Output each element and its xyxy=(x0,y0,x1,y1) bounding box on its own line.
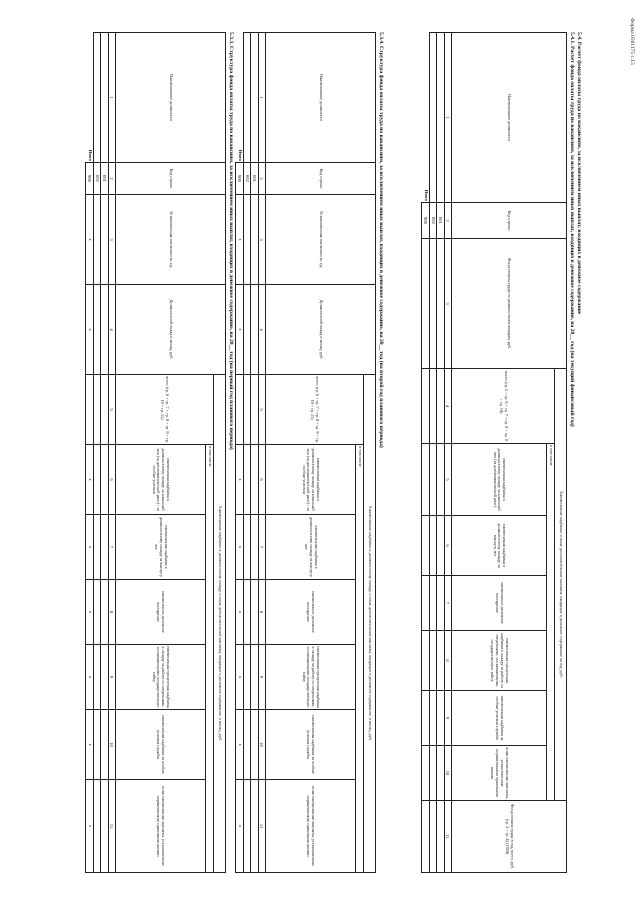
cell[interactable] xyxy=(430,369,437,444)
col-total-header: всего (гр. 6 + гр. 7 + гр. 8 + гр. 9 + гр. 10 + гр. 11) xyxy=(266,375,364,445)
colnum-row xyxy=(258,33,265,873)
cell[interactable] xyxy=(437,691,444,746)
row-code: 002 xyxy=(430,203,437,239)
cell[interactable] xyxy=(430,631,437,691)
cell[interactable] xyxy=(94,285,101,375)
colnum-row xyxy=(108,33,115,873)
col-position-header: Наименование должности xyxy=(452,33,567,203)
section-54 xyxy=(423,32,582,870)
colnum: 4 xyxy=(108,285,115,375)
total-row xyxy=(236,33,244,873)
colnum: 3 xyxy=(258,195,265,285)
cell[interactable] xyxy=(437,239,444,369)
cell[interactable] xyxy=(244,33,251,163)
colnum: 10 xyxy=(258,710,265,780)
col-10-header: иные ежемесячные выплаты, установленные нормативными правовыми актами xyxy=(452,746,547,801)
col-10-header: ежемесячная надбавка за особые условия службы xyxy=(116,710,206,780)
col-11-header: иные ежемесячные выплаты, установленные нормативными правовыми актами xyxy=(266,780,356,873)
cell[interactable] xyxy=(430,746,437,801)
col-9-header: ежемесячная надбавка за особые условия службы xyxy=(452,691,547,746)
cell[interactable] xyxy=(422,444,430,516)
colnum: 5 xyxy=(258,375,265,445)
col-headcount-header: Установленная численность, ед. xyxy=(266,195,376,285)
table-row xyxy=(437,33,444,873)
allowances-group-header: Ежемесячные надбавки к должностному окладу и иные дополнительные выплаты, входящие в денежное содержание, в месяц, руб. xyxy=(214,375,226,873)
colnum: 8 xyxy=(108,580,115,645)
cell[interactable] xyxy=(251,580,258,645)
cell[interactable] xyxy=(422,576,430,631)
section-533 xyxy=(87,32,234,866)
x-mark: x xyxy=(86,285,94,375)
section-534 xyxy=(237,32,384,866)
cell[interactable] xyxy=(422,801,430,873)
col-7-header: ежемесячная надбавка к должностному окладу за выслугу лет xyxy=(116,515,206,580)
colnum: 6 xyxy=(444,516,451,576)
cell[interactable] xyxy=(94,780,101,873)
cell[interactable] xyxy=(422,516,430,576)
cell[interactable] xyxy=(94,33,101,163)
col-9-header: ежемесячная процентная надбавка к окладу за работу со сведениями, составляющими государственную тайну xyxy=(266,645,356,710)
cell[interactable] xyxy=(94,445,101,515)
cell[interactable] xyxy=(244,645,251,710)
col-position-header: Наименование должности xyxy=(116,33,226,163)
cell[interactable] xyxy=(101,33,108,163)
x-mark: x xyxy=(236,645,244,710)
col-11-header: иные ежемесячные выплаты, установленные нормативными правовыми актами xyxy=(116,780,206,873)
colnum: 9 xyxy=(444,691,451,746)
cell[interactable] xyxy=(101,645,108,710)
colnum: 1 xyxy=(258,33,265,163)
cell[interactable] xyxy=(251,33,258,163)
colnum: 8 xyxy=(444,631,451,691)
col-11-header: Фонд оплаты труда в год, всего, руб. (гр. 3 + гр. 4) (1950) xyxy=(452,801,567,873)
in-that-number-header: в том числе xyxy=(547,444,555,801)
x-mark: x xyxy=(86,780,94,873)
col-7-header: ежемесячное денежное поощрение xyxy=(452,576,547,631)
cell[interactable] xyxy=(251,285,258,375)
row-code: 002 xyxy=(244,163,251,195)
col-salary-header: Должностной оклад в месяц, руб. xyxy=(116,285,226,375)
colnum: 6 xyxy=(258,445,265,515)
x-mark: x xyxy=(86,445,94,515)
col-9-header: ежемесячная процентная надбавка к окладу за работу со сведениями, составляющими государственную тайну xyxy=(116,645,206,710)
cell[interactable] xyxy=(244,285,251,375)
col-headcount-header: Установленная численность, ед. xyxy=(116,195,226,285)
col-position-header: Наименование должности xyxy=(266,33,376,163)
cell[interactable] xyxy=(101,445,108,515)
cell[interactable] xyxy=(430,801,437,873)
cell[interactable] xyxy=(94,580,101,645)
cell[interactable] xyxy=(430,691,437,746)
colnum: 6 xyxy=(108,445,115,515)
table-row xyxy=(94,33,101,873)
total-row xyxy=(422,33,430,873)
colnum: 3 xyxy=(108,195,115,285)
cell[interactable] xyxy=(101,580,108,645)
cell[interactable] xyxy=(244,580,251,645)
cell[interactable] xyxy=(94,375,101,445)
col-6-header: ежемесячная надбавка к должностному окладу за классный чин (за дипломатический ранг) / за особые условия xyxy=(116,445,206,515)
colnum: 8 xyxy=(258,580,265,645)
colnum: 3 xyxy=(444,239,451,369)
col-5-header: ежемесячная надбавка к должностному окладу за классный чин (за дипломатический ранг) xyxy=(452,444,547,516)
table-541 xyxy=(421,32,567,873)
col-code-header: Код строки xyxy=(452,203,567,239)
x-mark: x xyxy=(86,195,94,285)
cell[interactable] xyxy=(437,33,444,203)
cell[interactable] xyxy=(244,710,251,780)
total-label: Итого xyxy=(87,149,93,161)
x-mark: x xyxy=(236,780,244,873)
col-6-header: ежемесячная надбавка к должностному окладу за классный чин (за дипломатический ранг) / за особые условия xyxy=(266,445,356,515)
row-code: 002 xyxy=(94,163,101,195)
section-534-caption: 5.3.4. Структура фонда оплаты труда по вакансиям, за исключением иных выплат, входящих в денежное содержание, на 20__ год (на второй год планового периода) xyxy=(378,32,384,448)
colnum: 10 xyxy=(444,746,451,801)
col-salary-header: Должностной оклад в месяц, руб. xyxy=(266,285,376,375)
in-that-number-header: в том числе xyxy=(206,445,214,873)
cell[interactable] xyxy=(101,285,108,375)
cell[interactable] xyxy=(251,515,258,580)
cell[interactable] xyxy=(437,369,444,444)
cell[interactable] xyxy=(101,780,108,873)
colnum: 7 xyxy=(108,515,115,580)
colnum: 5 xyxy=(444,444,451,516)
cell[interactable] xyxy=(437,746,444,801)
form-code: Форма 0501175 с.15 xyxy=(629,18,635,65)
col-total-header: всего (гр. 5 + гр. 6 + гр. 7 + гр. 8 + гр. 9 + гр. 10) xyxy=(452,369,555,444)
total-label: Итого xyxy=(237,149,243,161)
cell[interactable] xyxy=(94,515,101,580)
col-7-header: ежемесячная надбавка к должностному окладу за выслугу лет xyxy=(266,515,356,580)
table-row xyxy=(251,33,258,873)
cell[interactable] xyxy=(430,576,437,631)
cell[interactable] xyxy=(437,516,444,576)
x-mark: x xyxy=(236,285,244,375)
section-54-caption: 5.4. Расчет фонда оплаты труда по вакансиям, за исключением иных выплат, входящих в денежное содержание xyxy=(576,32,582,315)
table-row xyxy=(244,33,251,873)
cell[interactable] xyxy=(422,691,430,746)
cell[interactable] xyxy=(437,444,444,516)
cell[interactable] xyxy=(244,445,251,515)
in-that-number-header: в том числе xyxy=(356,445,364,873)
section-533-caption: 5.3.3. Структура фонда оплаты труда по вакансиям, за исключением иных выплат, входящих в денежное содержание, на 20__ год (на первый год планового периода) xyxy=(228,32,234,450)
col-salary-fund-header: Фонд оплаты труда по должностным окладам, руб. xyxy=(452,239,567,369)
cell[interactable] xyxy=(101,710,108,780)
cell[interactable] xyxy=(244,195,251,285)
cell[interactable] xyxy=(430,239,437,369)
cell[interactable] xyxy=(86,375,94,445)
colnum: 1 xyxy=(444,33,451,203)
cell[interactable] xyxy=(437,631,444,691)
col-8-header: ежемесячное денежное поощрение xyxy=(116,580,206,645)
x-mark: x xyxy=(86,515,94,580)
cell[interactable] xyxy=(251,710,258,780)
col-10-header: ежемесячная надбавка за особые условия службы xyxy=(266,710,356,780)
colnum: 2 xyxy=(258,163,265,195)
table-534 xyxy=(235,32,376,873)
colnum: 11 xyxy=(108,780,115,873)
allowances-group-header: Ежемесячные надбавки и иные дополнительные выплаты, входящие в денежное содержание за год, руб. xyxy=(555,369,567,801)
cell[interactable] xyxy=(94,710,101,780)
cell[interactable] xyxy=(430,516,437,576)
section-541-caption: 5.4.1. Расчет фонда оплаты труда по вакансиям, за исключением иных выплат, входящих в денежное содержание, на 20__ год (на текущий финансовый год) xyxy=(569,32,575,427)
table-533 xyxy=(85,32,226,873)
x-mark: x xyxy=(236,195,244,285)
x-mark: x xyxy=(86,710,94,780)
table-row xyxy=(430,33,437,873)
cell[interactable] xyxy=(244,375,251,445)
colnum: 2 xyxy=(444,203,451,239)
x-mark: x xyxy=(236,580,244,645)
colnum: 5 xyxy=(108,375,115,445)
total-code: 900 xyxy=(422,203,430,239)
col-6-header: ежемесячная надбавка к должностному окладу за выслугу лет xyxy=(452,516,547,576)
cell[interactable] xyxy=(251,445,258,515)
cell[interactable] xyxy=(422,239,430,369)
cell[interactable] xyxy=(244,780,251,873)
colnum: 9 xyxy=(258,645,265,710)
allowances-group-header: Ежемесячные надбавки к должностному окладу и иные дополнительные выплаты, входящие в денежное содержание, в месяц, руб. xyxy=(364,375,376,873)
total-code: 900 xyxy=(86,163,94,195)
cell[interactable] xyxy=(94,195,101,285)
colnum: 2 xyxy=(108,163,115,195)
colnum: 4 xyxy=(258,285,265,375)
cell[interactable] xyxy=(422,631,430,691)
total-row xyxy=(86,33,94,873)
cell[interactable] xyxy=(101,375,108,445)
colnum: 7 xyxy=(258,515,265,580)
total-label: Итого xyxy=(423,189,429,201)
cell[interactable] xyxy=(251,375,258,445)
cell[interactable] xyxy=(422,746,430,801)
colnum-row xyxy=(444,33,451,873)
cell[interactable] xyxy=(251,195,258,285)
col-total-header: всего (гр. 6 + гр. 7 + гр. 8 + гр. 9 + гр. 10 + гр. 11) xyxy=(116,375,214,445)
row-code: 001 xyxy=(101,163,108,195)
colnum: 11 xyxy=(258,780,265,873)
cell[interactable] xyxy=(101,195,108,285)
cell[interactable] xyxy=(244,515,251,580)
row-code: 001 xyxy=(437,203,444,239)
cell[interactable] xyxy=(251,780,258,873)
x-mark: x xyxy=(86,645,94,710)
colnum: 1 xyxy=(108,33,115,163)
row-code: 001 xyxy=(251,163,258,195)
cell[interactable] xyxy=(430,33,437,203)
cell[interactable] xyxy=(437,801,444,873)
colnum: 4 xyxy=(444,369,451,444)
colnum: 11 xyxy=(444,801,451,873)
cell[interactable] xyxy=(101,515,108,580)
colnum: 9 xyxy=(108,645,115,710)
cell[interactable] xyxy=(94,645,101,710)
x-mark: x xyxy=(236,445,244,515)
x-mark: x xyxy=(86,580,94,645)
cell[interactable] xyxy=(430,444,437,516)
total-code: 900 xyxy=(236,163,244,195)
cell[interactable] xyxy=(422,369,430,444)
x-mark: x xyxy=(236,710,244,780)
colnum: 10 xyxy=(108,710,115,780)
colnum: 7 xyxy=(444,576,451,631)
x-mark: x xyxy=(236,515,244,580)
cell[interactable] xyxy=(437,576,444,631)
table-row xyxy=(101,33,108,873)
col-code-header: Код строки xyxy=(116,163,226,195)
cell[interactable] xyxy=(236,375,244,445)
cell[interactable] xyxy=(251,645,258,710)
col-code-header: Код строки xyxy=(266,163,376,195)
col-8-header: ежемесячная процентная надбавка к окладу за работу со сведениями, составляющими государственную тайну xyxy=(452,631,547,691)
col-8-header: ежемесячное денежное поощрение xyxy=(266,580,356,645)
